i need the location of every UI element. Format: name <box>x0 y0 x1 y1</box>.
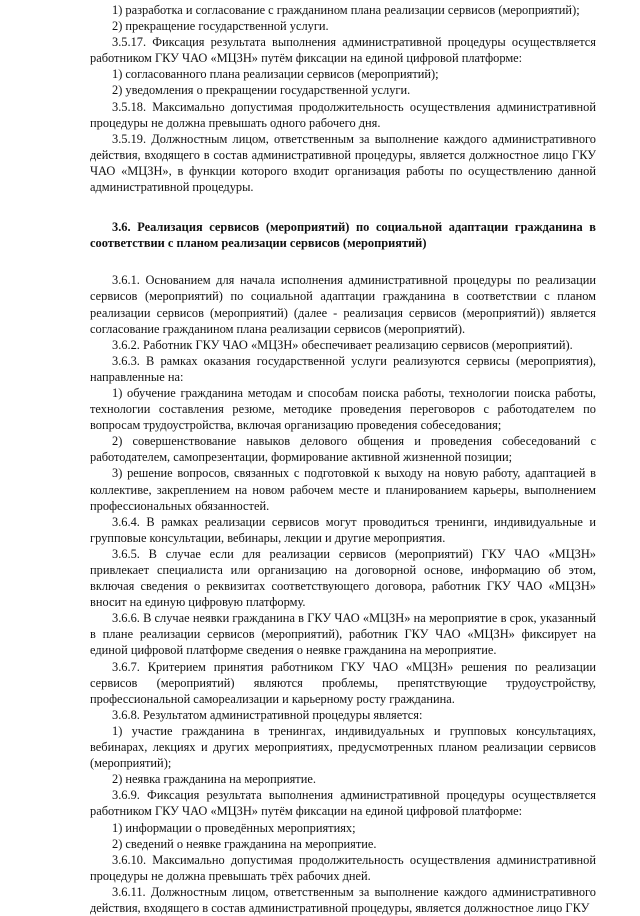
list-item-non-attendance-info: 2) сведений о неявке гражданина на мероприятие. <box>112 836 377 851</box>
paragraph-3-6-9: 3.6.9. Фиксация результата выполнения административной процедуры осуществляется работником ГКУ ЧАО «МЦЗН» путём фиксации на единой цифровой платформе: <box>90 788 596 819</box>
paragraph-3-6-5: 3.6.5. В случае если для реализации сервисов (мероприятий) ГКУ ЧАО «МЦЗН» привлекает специалиста или организацию на договорной основе, информацию об этом, включая сведения о реквизитах соответствующего договора, работник ГКУ ЧАО «МЦЗН» вносит на единую цифровую платформу. <box>90 546 596 610</box>
paragraph-3-6-3: 3.6.3. В рамках оказания государственной услуги реализуются сервисы (мероприятия), направленные на: <box>90 353 596 384</box>
list-item-agreed-plan: 1) согласованного плана реализации сервисов (мероприятий); <box>112 67 439 82</box>
paragraph-3-6-6: 3.6.6. В случае неявки гражданина в ГКУ ЧАО «МЦЗН» на мероприятие в срок, указанный в плане реализации сервисов (мероприятий), работник ГКУ ЧАО «МЦЗН» фиксирует на единой цифровой платформе сведения о неявке гражданина на мероприятие. <box>90 611 596 658</box>
list-item-termination-notice: 2) уведомления о прекращении государственной услуги. <box>112 83 411 98</box>
list-item-service-termination: 2) прекращение государственной услуги. <box>112 19 329 34</box>
list-item-plan-development: 1) разработка и согласование с гражданином плана реализации сервисов (мероприятий); <box>112 3 580 17</box>
document-page <box>90 2 596 916</box>
list-item-communication-skills: 2) совершенствование навыков делового общения и проведения собеседований с работодателем, самопрезентации, формирование активной жизненной позиции; <box>90 434 596 465</box>
paragraph-3-6-8: 3.6.8. Результатом административной процедуры является: <box>112 707 423 722</box>
paragraph-3-6-1: 3.6.1. Основанием для начала исполнения административной процедуры по реализации сервисов (мероприятий) по социальной адаптации гражданина в соответствии с планом реализации сервисов (мероприятий) (далее - реализация сервисов (мероприятий)) является согласование гражданином плана реализации сервисов (мероприятий). <box>90 273 596 336</box>
paragraph-3-5-17: 3.5.17. Фиксация результата выполнения административной процедуры осуществляется работником ГКУ ЧАО «МЦЗН» путём фиксации на единой цифровой платформе: <box>90 35 596 66</box>
list-item-events-info: 1) информации о проведённых мероприятиях; <box>112 820 356 835</box>
paragraph-3-6-10: 3.6.10. Максимально допустимая продолжительность осуществления административной процедуры не должна превышать трёх рабочих дней. <box>90 852 596 883</box>
list-item-job-search-training: 1) обучение гражданина методам и способам поиска работы, технологии поиска работы, технологии составления резюме, методике проведения переговоров с работодателем по вопросам трудоустройства, включая организацию проведения собеседования; <box>90 385 596 433</box>
section-heading-3-6: 3.6. Реализация сервисов (мероприятий) по социальной адаптации гражданина в соответствии с планом реализации сервисов (мероприятий) <box>90 220 596 251</box>
paragraph-3-6-4: 3.6.4. В рамках реализации сервисов могут проводиться тренинги, индивидуальные и групповые консультации, вебинары, лекции и другие мероприятия. <box>90 514 596 545</box>
list-item-event-participation: 1) участие гражданина в тренингах, индивидуальных и групповых консультациях, вебинарах, лекциях и других мероприятиях, предусмотренных планом реализации сервисов (мероприятий); <box>90 723 596 771</box>
list-item-workplace-adaptation: 3) решение вопросов, связанных с подготовкой к выходу на новую работу, адаптацией в коллективе, закреплением на новом рабочем месте и планированием карьеры, выполнением профессиональных обязанностей. <box>90 466 596 513</box>
paragraph-3-6-2: 3.6.2. Работник ГКУ ЧАО «МЦЗН» обеспечивает реализацию сервисов (мероприятий). <box>112 337 573 352</box>
paragraph-3-6-11: 3.6.11. Должностным лицом, ответственным за выполнение каждого административного действия, входящего в состав административной процедуры, является должностное лицо ГКУ <box>90 884 596 915</box>
paragraph-3-5-18: 3.5.18. Максимально допустимая продолжительность осуществления административной процедуры не должна превышать одного рабочего дня. <box>90 99 596 130</box>
list-item-non-attendance: 2) неявка гражданина на мероприятие. <box>112 772 316 787</box>
paragraph-3-6-7: 3.6.7. Критерием принятия работником ГКУ ЧАО «МЦЗН» решения по реализации сервисов (мероприятий) являются проблемы, препятствующие трудоустройству, профессиональной самореализации и карьерному росту гражданина. <box>90 659 596 706</box>
paragraph-3-5-19: 3.5.19. Должностным лицом, ответственным за выполнение каждого административного действия, входящего в состав административной процедуры, является должностное лицо ГКУ ЧАО «МЦЗН», в функции которого входит организация работы по осуществлению данной административной процедуры. <box>90 131 596 195</box>
